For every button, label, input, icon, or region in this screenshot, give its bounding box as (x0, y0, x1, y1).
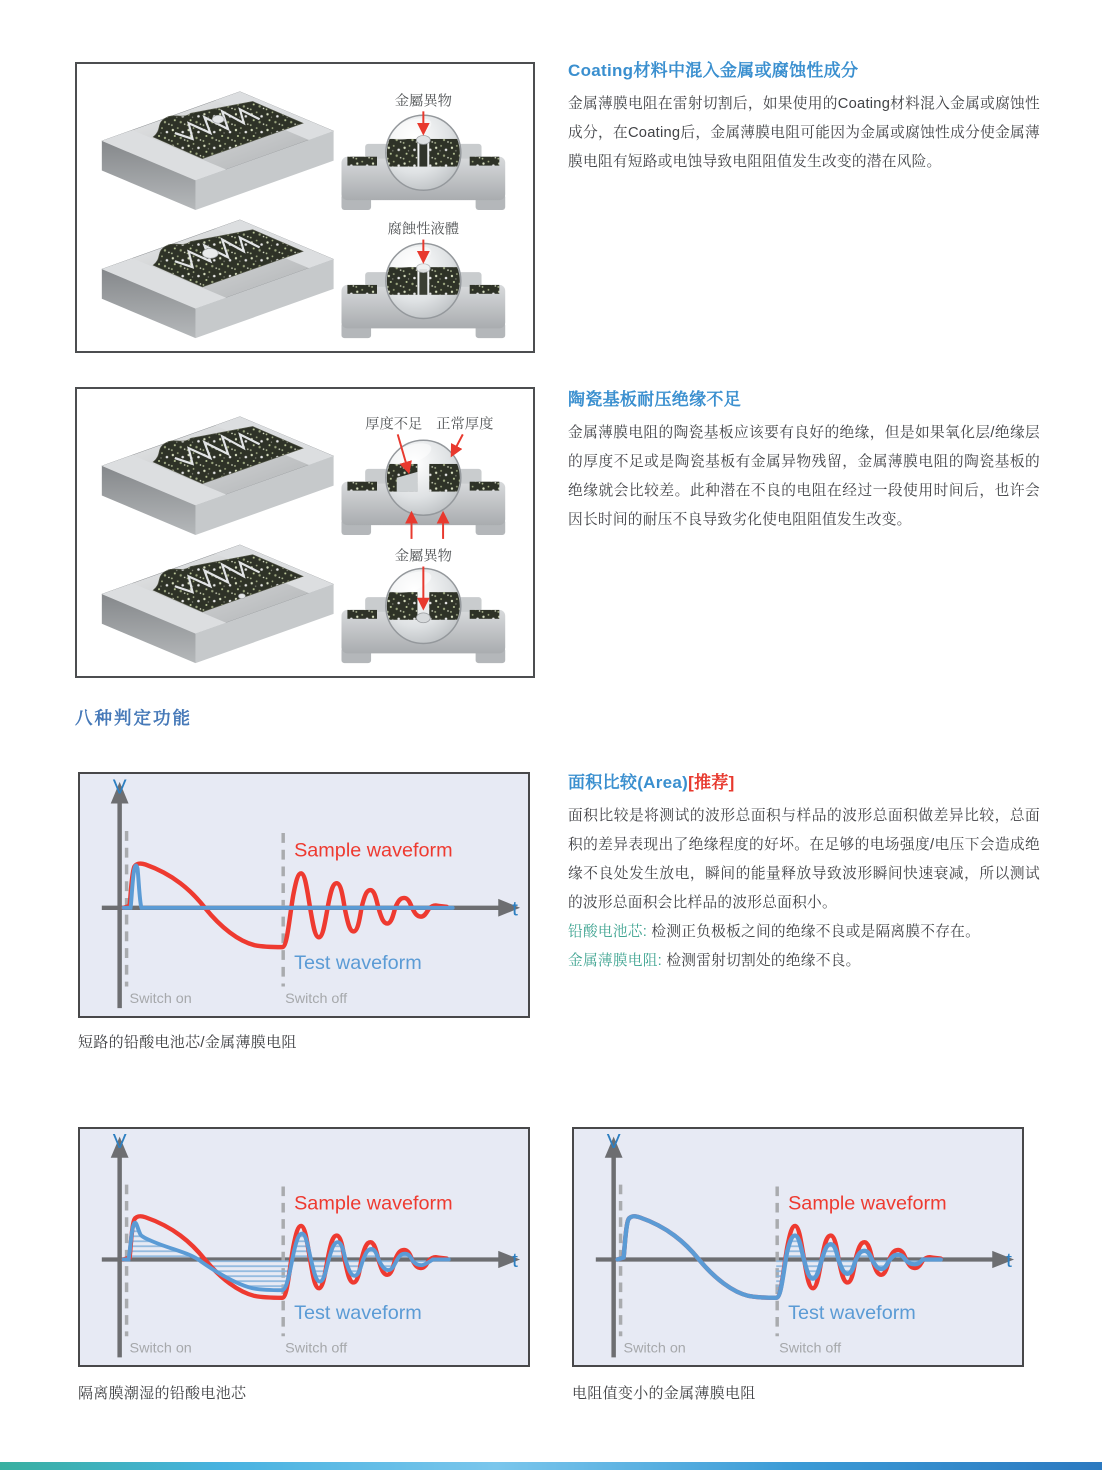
waveform-chart-wet-separator (78, 1127, 530, 1367)
heading-area-badge: [推荐] (688, 773, 735, 792)
heading-coating: Coating材料中混入金属或腐蚀性成分 (568, 61, 859, 80)
sample-waveform-label: Sample waveform (294, 1192, 453, 1215)
note-metal-film (568, 947, 1040, 976)
body-coating: 金属薄膜电阻在雷射切割后，如果使用的Coating材料混入金属或腐蚀性成分，在Coating后，金属薄膜电阻可能因为金属或腐蚀性成分使金属薄膜电阻有短路或电蚀导致电阻阻值发生改变的潜在风险。 (568, 96, 1040, 170)
note-lead-acid (568, 918, 1040, 947)
test-waveform-curve (124, 865, 453, 907)
note-lead-acid-label: 铅酸电池芯: (568, 924, 648, 940)
sample-waveform-label: Sample waveform (788, 1192, 947, 1215)
sample-waveform-label: Sample waveform (294, 839, 453, 862)
text-block-ceramic (568, 385, 1040, 535)
body-area-compare: 面积比较是将测试的波形总面积与样品的波形总面积做差异比较，总面积的差异表现出了绝缘程度的好坏。在足够的电场强度/电压下会造成绝缘不良处发生放电，瞬间的能量释放导致波形瞬间快速衰减，所以测试的波形总面积会比样品的波形总面积小。 (568, 808, 1040, 911)
t-axis-label: t (1006, 1249, 1012, 1273)
figure-ceramic-illustration (77, 389, 533, 676)
red-arrow (452, 434, 463, 455)
metal-particle (212, 115, 224, 123)
note-metal-film-text: 检测雷射切割处的绝缘不良。 (666, 953, 861, 969)
caption-chart-3: 电阻值变小的金属薄膜电阻 (572, 1385, 756, 1402)
corrosion-path (419, 269, 427, 295)
sample-waveform-curve (124, 863, 447, 947)
heading-area-blue: 面积比较(Area) (568, 773, 689, 792)
switch-off-label: Switch off (779, 1339, 842, 1356)
test-waveform-label: Test waveform (294, 951, 422, 974)
t-axis-label: t (512, 1249, 518, 1273)
v-axis-label: V (112, 1130, 127, 1154)
figure-label-normal-thickness: 正常厚度 (436, 416, 494, 433)
switch-off-label: Switch off (285, 1339, 348, 1356)
caption-chart-2: 隔离膜潮湿的铅酸电池芯 (78, 1385, 247, 1402)
waveform-chart-shorted (78, 772, 530, 1018)
waveform-svg-1 (80, 774, 528, 1016)
switch-on-label: Switch on (129, 1339, 192, 1356)
switch-off-label: Switch off (285, 991, 348, 1008)
t-axis-label: t (512, 897, 518, 921)
test-waveform-label: Test waveform (788, 1302, 916, 1324)
figure-label-corrosive-liquid: 腐蝕性液體 (387, 221, 460, 238)
caption-chart-1: 短路的铅酸电池芯/金属薄膜电阻 (78, 1034, 297, 1051)
chip-3d-top (102, 417, 334, 535)
figure-label-metal-foreign-object: 金屬異物 (394, 93, 452, 110)
body-ceramic: 金属薄膜电阻的陶瓷基板应该要有良好的绝缘，但是如果氧化层/绝缘层的厚度不足或是陶瓷基板有金属异物残留，金属薄膜电阻的陶瓷基板的绝缘就会比较差。此种潜在不良的电阻在经过一段使用时间后，也许会因长时间的耐压不良导致劣化使电阻阻值发生改变。 (568, 425, 1040, 528)
switch-on-label: Switch on (623, 1339, 686, 1356)
page-footer-bar (0, 1462, 1102, 1470)
metal-particle (416, 136, 430, 145)
text-block-area-compare (568, 768, 1040, 976)
note-lead-acid-text: 检测正负极板之间的绝缘不良或是隔离膜不存在。 (651, 924, 981, 940)
test-waveform-label: Test waveform (294, 1302, 422, 1324)
switch-on-label: Switch on (129, 991, 192, 1008)
metal-particle (238, 594, 245, 599)
section-title-judgement-functions: 八种判定功能 (75, 708, 192, 728)
chip-3d-top (102, 92, 334, 210)
chip-3d-bottom (102, 220, 334, 338)
v-axis-label: V (112, 775, 127, 799)
waveform-svg-2 (80, 1129, 528, 1365)
liquid-droplet (202, 248, 218, 258)
heading-area-compare (568, 768, 1040, 793)
text-block-coating (568, 56, 1040, 177)
figure-coating-contamination (75, 62, 535, 353)
metal-particle (416, 613, 430, 623)
chip-3d-bottom (102, 545, 334, 663)
figure-label-metal-foreign-object: 金屬異物 (394, 548, 452, 565)
figure-label-insufficient-thickness: 厚度不足 (365, 416, 423, 433)
heading-ceramic: 陶瓷基板耐压绝缘不足 (568, 390, 741, 409)
figure-coating-illustration (77, 64, 533, 351)
figure-ceramic-substrate (75, 387, 535, 678)
decorative-divider (75, 741, 1032, 751)
cross-section-top (341, 439, 505, 535)
liquid-droplet (416, 264, 430, 273)
waveform-svg-3 (574, 1129, 1022, 1365)
v-axis-label: V (606, 1130, 621, 1154)
note-metal-film-label: 金属薄膜电阻: (568, 953, 662, 969)
waveform-chart-reduced-resistance (572, 1127, 1024, 1367)
